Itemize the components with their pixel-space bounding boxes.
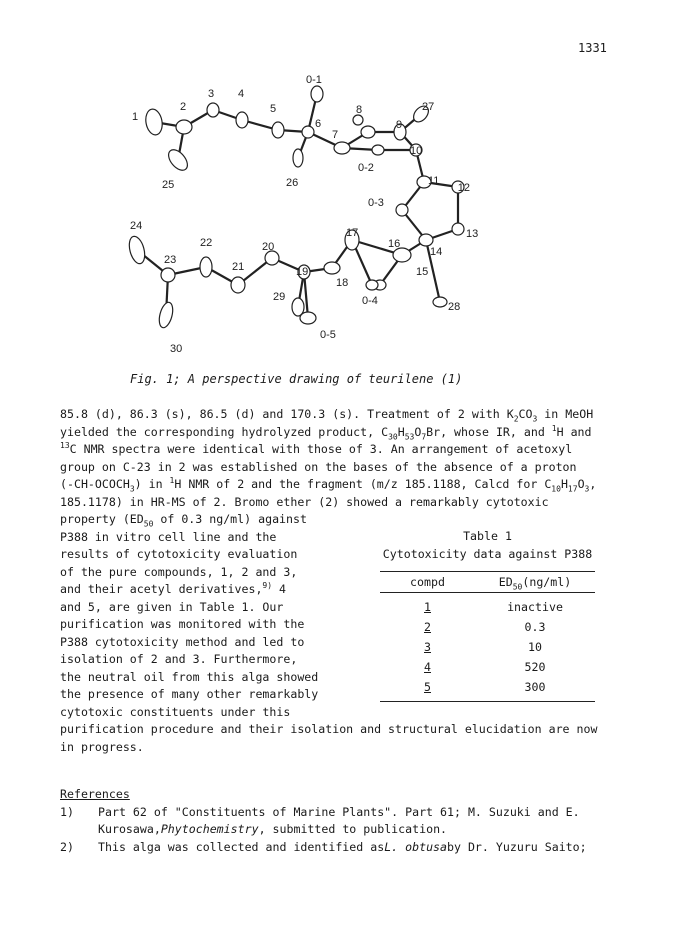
atom-label-22: 22 <box>200 237 213 249</box>
atom-label-11: 11 <box>428 175 440 187</box>
cytotoxicity-table <box>380 527 595 702</box>
atom-label-28: 28 <box>448 301 461 313</box>
atom-label-19: 19 <box>296 266 309 278</box>
atom-label-7: 7 <box>332 129 339 141</box>
atom-label-13: 13 <box>466 228 479 240</box>
references-section <box>60 786 587 856</box>
col-header-compd: compd <box>410 575 445 589</box>
table-title: Table 1 <box>463 529 512 543</box>
body-line: property ($ED_{50}$ of 0.3 ng/ml) against <box>60 512 307 529</box>
atom-label-o4: 0-4 <box>362 295 378 307</box>
atom-label-29: 29 <box>273 291 286 303</box>
body-line: group on C-23 in 2 was established on the bases of the absence of a proton <box>60 459 577 474</box>
molecule-drawing <box>110 70 479 365</box>
atom-label-2: 2 <box>180 101 187 113</box>
body-line: cytotoxic constituents under this <box>60 704 291 719</box>
body-line: and their acetyl derivatives,$^{9)}$ 4 <box>60 581 287 596</box>
atom-label-20: 20 <box>262 241 275 253</box>
reference-item-cont: Kurosawa, Phytochemistry , submitted to publication. <box>98 822 448 836</box>
body-line: $(-CH-OCOCH_3)$ in $^1$H NMR of 2 and the fragment (m/z 185.1188, Calcd for $C_{10}H_{17}O_3$, <box>60 476 597 494</box>
atom-label-14: 14 <box>430 246 443 258</box>
atom-label-6: 6 <box>315 118 322 130</box>
body-line: P388 cytotoxicity method and led to <box>60 634 305 649</box>
atom-label-30: 30 <box>170 343 183 355</box>
ortep-figure <box>110 70 479 365</box>
body-line: purification was monitored with the <box>60 617 305 631</box>
atom-label-24: 24 <box>130 220 143 232</box>
body-line: and 5, are given in Table 1. Our <box>60 599 284 614</box>
atom-label-3: 3 <box>208 88 215 100</box>
body-line: results of cytotoxicity evaluation <box>60 547 298 561</box>
body-line: in progress. <box>60 739 144 754</box>
body-line: the neutral oil from this alga showed <box>60 669 319 684</box>
body-line: the presence of many other remarkably <box>60 687 319 701</box>
body-line: isolation of 2 and 3. Furthermore, <box>60 652 298 666</box>
body-line: of the pure compounds, 1, 2 and 3, <box>60 564 298 579</box>
atoms <box>127 86 464 329</box>
atom-label-5: 5 <box>270 103 277 115</box>
table-row: 4 520 <box>424 660 546 674</box>
page-number: 1331 <box>578 41 607 55</box>
atom-label-10: 10 <box>410 145 423 157</box>
references-heading: References <box>60 787 130 801</box>
atom-label-15: 15 <box>416 266 429 278</box>
body-line: P388 in vitro cell line and the <box>60 529 277 544</box>
atom-label-o2: 0-2 <box>358 162 374 174</box>
table-row: 1 inactive <box>424 600 563 614</box>
table-row: 3 10 <box>424 640 542 654</box>
atom-label-21: 21 <box>232 261 245 273</box>
atom-label-26: 26 <box>286 177 299 189</box>
atom-label-8: 8 <box>356 104 363 116</box>
body-line: purification procedure and their isolation and structural elucidation are now <box>60 722 598 736</box>
figure-caption: Fig. 1; A perspective drawing of teurilene (1) <box>130 372 463 386</box>
atom-label-9: 9 <box>396 119 403 131</box>
atom-label-4: 4 <box>238 88 245 100</box>
atom-label-23: 23 <box>164 254 177 266</box>
body-line: yielded the corresponding hydrolyzed product, $C_{30}H_{53}O_7Br$, whose IR, and $^1$H and <box>60 423 592 441</box>
reference-item: 2) This alga was collected and identified as L. obtusa by Dr. Yuzuru Saito; <box>60 839 587 854</box>
table-subtitle: Cytotoxicity data against P388 <box>382 547 593 561</box>
atom-label-12: 12 <box>457 182 470 194</box>
col-header-ed50: $ED_{50}(ng/ml)$ <box>498 575 572 592</box>
table-row: 2 0.3 <box>424 620 546 634</box>
atom-label-17: 17 <box>346 227 359 239</box>
atom-label-o3: 0-3 <box>368 197 384 209</box>
atom-label-16: 16 <box>388 238 401 250</box>
atom-label-27: 27 <box>422 101 435 113</box>
reference-item: 1) Part 62 of "Constituents of Marine Plants". Part 61; M. Suzuki and E. <box>60 804 580 819</box>
atom-label-1: 1 <box>132 111 139 123</box>
body-line: $^{13}$C NMR spectra were identical with those of 3. An arrangement of acetoxyl <box>60 441 573 456</box>
atom-label-o1: 0-1 <box>306 74 322 86</box>
table-row: 5 300 <box>424 680 546 694</box>
atom-label-o5: 0-5 <box>320 329 336 341</box>
body-line: 185.1178) in HR-MS of 2. Bromo ether (2) showed a remarkably cytotoxic <box>60 494 549 509</box>
table-header-row <box>380 572 595 592</box>
body-line: 85.8 (d), 86.3 (s), 86.5 (d) and 170.3 (s). Treatment of 2 with $K_2CO_3$ in MeOH <box>60 407 594 424</box>
atom-label-25: 25 <box>162 179 175 191</box>
atom-label-18: 18 <box>336 277 349 289</box>
